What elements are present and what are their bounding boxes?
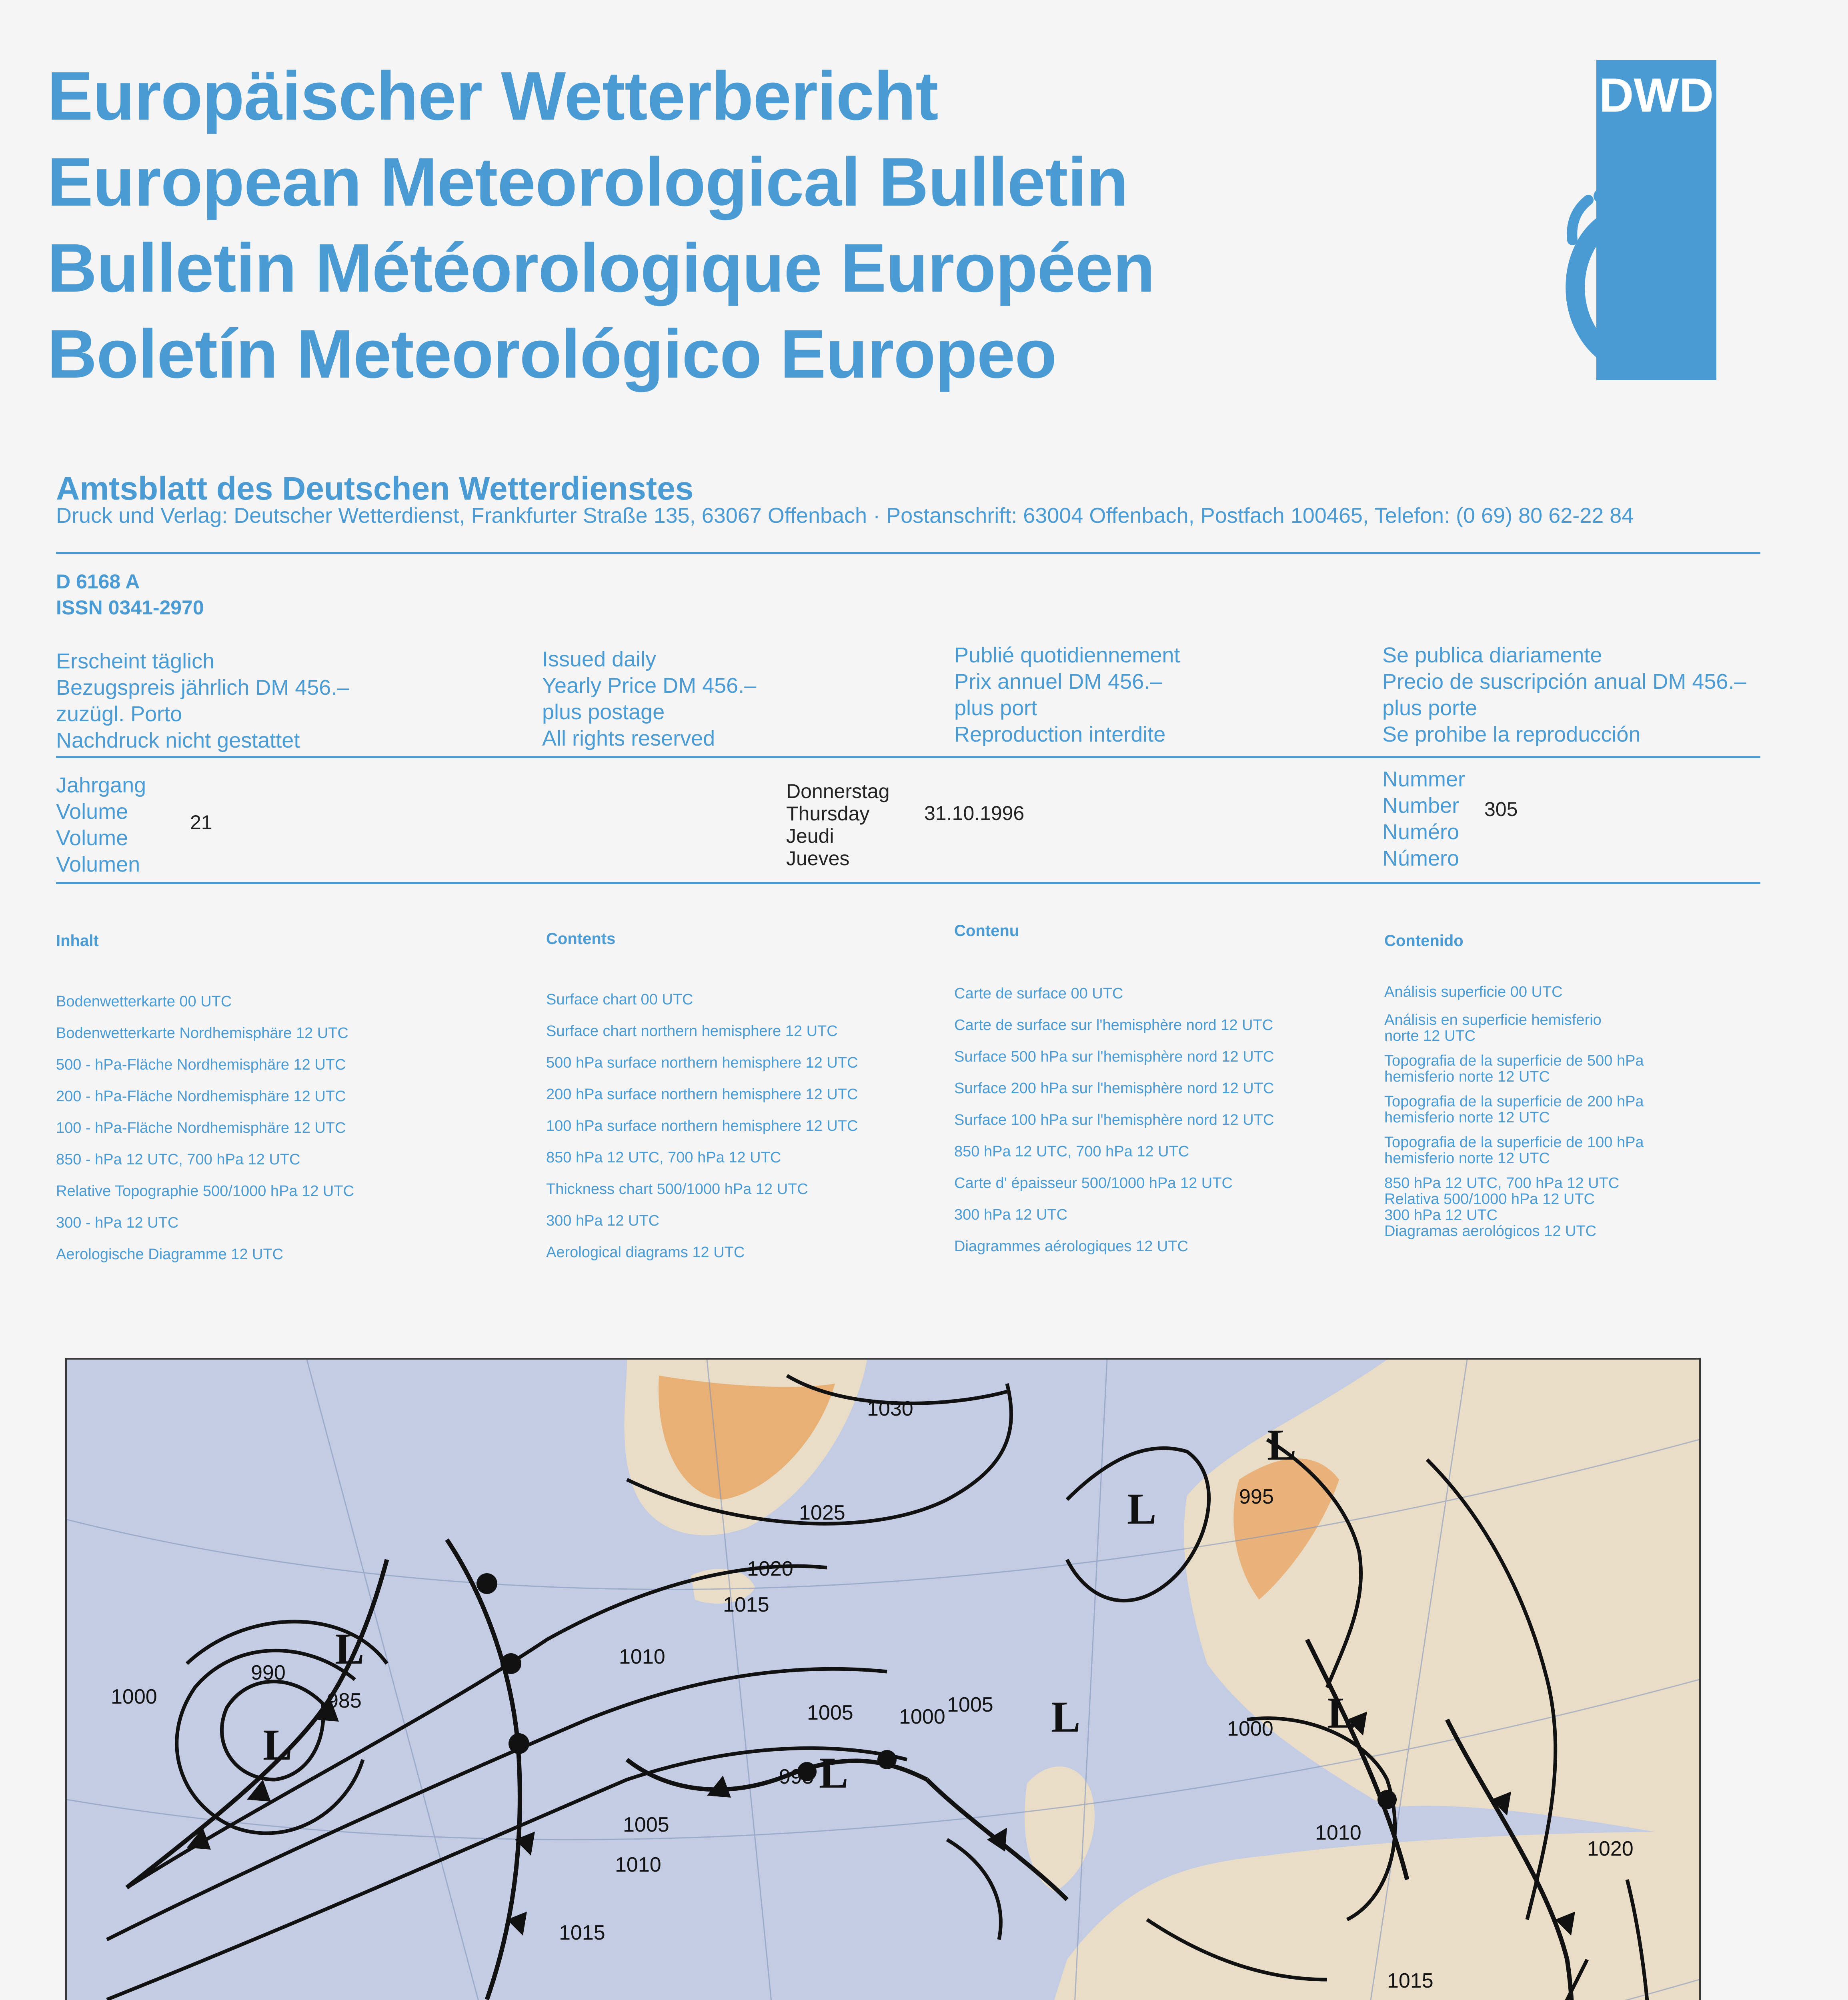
contents-list-fr: Carte de surface 00 UTC Carte de surface sur l'hemisphère nord 12 UTC Surface 500 hPa sur l'hemisphère nord 12 UTC Surface 200 hPa sur l'hemisphère nord 12 UTC Surface 100 hPa sur l'hemisphère nord 12 UTC 850 hPa 12 UTC, 700 hPa 12 UTC Carte d' épaisseur 500/1000 hPa 12 UTC 300 hPa 12 UTC Diagrammes aérologiques 12 UTC (954, 985, 1274, 1255)
isobar-label: 1000 (1227, 1717, 1273, 1740)
isobar-label: 1015 (559, 1921, 605, 1944)
low-center: L (1327, 1688, 1357, 1737)
dwd-swirl-icon (1548, 128, 1732, 376)
d-number: D 6168 A (56, 570, 140, 593)
isobar-label: 1030 (867, 1397, 913, 1420)
low-center: L (1127, 1484, 1157, 1533)
subscription-fr: Publié quotidiennement Prix annuel DM 456.– plus port Reproduction interdite (954, 643, 1180, 746)
low-center: L (335, 1624, 364, 1673)
isobar-label: 1005 (947, 1693, 993, 1716)
isobar-label: 995 (779, 1765, 814, 1788)
volume-labels: Jahrgang Volume Volume Volumen (56, 773, 146, 876)
low-center: L (819, 1748, 849, 1797)
subscription-de: Erscheint täglich Bezugspreis jährlich DM 456.– zuzügl. Porto Nachdruck nicht gestattet (56, 649, 349, 752)
contents-heading-es: Contenido (1384, 932, 1464, 950)
isobar-label: 995 (1239, 1485, 1274, 1508)
number-labels: Nummer Number Numéro Número (1382, 767, 1466, 870)
title-french: Bulletin Météorologique Européen (47, 230, 1155, 306)
isobar-label: 1025 (799, 1501, 845, 1524)
title-english: European Meteorological Bulletin (47, 144, 1128, 220)
low-center: L (263, 1720, 292, 1769)
issue-number: 305 (1484, 798, 1518, 820)
isobar-label: 1005 (623, 1813, 669, 1836)
subscription-es: Se publica diariamente Precio de suscripción anual DM 456.– plus porte Se prohibe la reproducción (1382, 643, 1746, 746)
surface-weather-map (65, 1358, 1701, 2000)
contents-list-es: Análisis superficie 00 UTC Análisis en superficie hemisferio norte 12 UTC Topografia de la superficie de 500 hPa hemisferio norte 12 UTC Topografia de la superficie de 200 hPa hemisferio norte 12 UTC Topografia de la superficie de 100 hPa hemisferio norte 12 UTC 850 hPa 12 UTC, 700 hPa 12 UTC Relativa 500/1000 hPa 12 UTC 300 hPa 12 UTC Diagramas aerológicos 12 UTC (1384, 984, 1644, 1240)
divider (56, 756, 1760, 758)
volume-value: 21 (190, 811, 212, 834)
title-spanish: Boletín Meteorológico Europeo (47, 316, 1057, 392)
day-labels: Donnerstag Thursday Jeudi Jueves (786, 780, 890, 870)
title-german: Europäischer Wetterbericht (47, 58, 938, 134)
isobar-label: 1015 (1387, 1969, 1434, 1992)
contents-list-en: Surface chart 00 UTC Surface chart northern hemisphere 12 UTC 500 hPa surface northern hemisphere 12 UTC 200 hPa surface northern hemisphere 12 UTC 100 hPa surface northern hemisphere 12 UTC 850 hPa 12 UTC, 700 hPa 12 UTC Thickness chart 500/1000 hPa 12 UTC 300 hPa 12 UTC Aerological diagrams 12 UTC (546, 991, 858, 1261)
contents-heading-en: Contents (546, 930, 616, 948)
isobar-label: 1010 (619, 1645, 665, 1668)
isobar-label: 1010 (1315, 1821, 1361, 1844)
isobar-label: 1020 (747, 1557, 793, 1580)
publisher-name: Amtsblatt des Deutschen Wetterdienstes (56, 470, 694, 507)
isobar-label: 985 (327, 1689, 362, 1712)
publisher-address: Druck und Verlag: Deutscher Wetterdienst, Frankfurter Straße 135, 63067 Offenbach · Postanschrift: 63004 Offenbach, Postfach 100465, Telefon: (0 69) 80 62-22 84 (56, 504, 1634, 528)
divider (56, 882, 1760, 884)
contents-heading-fr: Contenu (954, 922, 1019, 940)
low-center: L (1267, 1420, 1297, 1469)
isobar-label: 1015 (723, 1593, 769, 1616)
issn: ISSN 0341-2970 (56, 596, 204, 619)
isobar-label: 990 (251, 1661, 286, 1684)
isobar-label: 1020 (1587, 1837, 1634, 1860)
isobar-label: 1000 (111, 1685, 157, 1708)
contents-list-de: Bodenwetterkarte 00 UTC Bodenwetterkarte Nordhemisphäre 12 UTC 500 - hPa-Fläche Nordhemisphäre 12 UTC 200 - hPa-Fläche Nordhemisphäre 12 UTC 100 - hPa-Fläche Nordhemisphäre 12 UTC 850 - hPa 12 UTC, 700 hPa 12 UTC Relative Topographie 500/1000 hPa 12 UTC 300 - hPa 12 UTC Aerologische Diagramme 12 UTC (56, 993, 354, 1263)
subscription-en: Issued daily Yearly Price DM 456.– plus postage All rights reserved (542, 647, 757, 750)
divider (56, 552, 1760, 554)
contents-heading-de: Inhalt (56, 932, 99, 950)
isobar-label: 1005 (807, 1701, 853, 1724)
low-center: L (1051, 1692, 1081, 1741)
isobar-label: 1010 (615, 1853, 661, 1876)
isobar-label: 1000 (899, 1705, 945, 1728)
issue-date: 31.10.1996 (924, 802, 1025, 824)
weather-map-svg (67, 1360, 1699, 2000)
dwd-logo-text: DWD (1599, 68, 1714, 122)
